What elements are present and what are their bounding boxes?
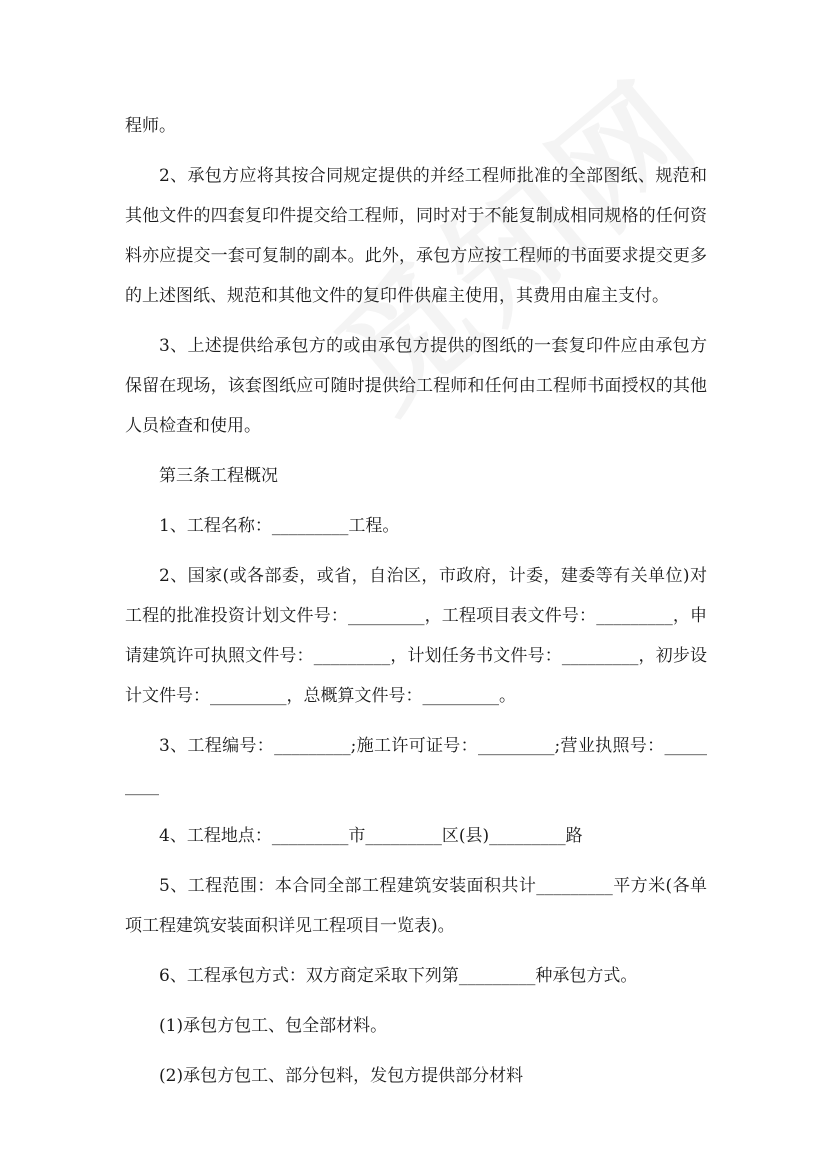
section-heading: 第三条工程概况 (159, 466, 278, 486)
paragraph-3: 3、上述提供给承包方的或由承包方提供的图纸的一套复印件应由承包方保留在现场，该套图纸应可随时提供给工程师和任何由工程师书面授权的其他人员检查和使用。 (125, 336, 707, 436)
paragraph-project-number: 3、工程编号：_________;施工许可证号：_________;营业执照号：_________ (125, 736, 707, 796)
list-item-option-1: (1)承包方包工、包全部材料。 (159, 1016, 388, 1036)
document-body (125, 106, 707, 1096)
list-item-option-2: (2)承包方包工、部分包料，发包方提供部分材料 (159, 1066, 524, 1086)
paragraph-1: 程师。 (125, 116, 176, 136)
paragraph-project-location: 4、工程地点：_________市_________区(县)_________路 (159, 826, 583, 846)
paragraph-contract-method: 6、工程承包方式：双方商定采取下列第_________种承包方式。 (159, 966, 638, 986)
paragraph-project-scope: 5、工程范围：本合同全部工程建筑安装面积共计_________平方米(各单项工程建筑安装面积详见工程项目一览表)。 (125, 876, 707, 936)
paragraph-project-name: 1、工程名称：_________工程。 (159, 516, 400, 536)
paragraph-2: 2、承包方应将其按合同规定提供的并经工程师批准的全部图纸、规范和其他文件的四套复印件提交给工程师，同时对于不能复制成相同规格的任何资料亦应提交一套可复制的副本。此外，承包方应按工程师的书面要求提交更多的上述图纸、规范和其他文件的复印件供雇主使用，其费用由雇主支付。 (125, 166, 707, 306)
paragraph-approval-docs: 2、国家(或各部委，或省，自治区，市政府，计委，建委等有关单位)对工程的批准投资计划文件号：_________，工程项目表文件号：_________，申请建筑许可执照文件号：_________，计划任务书文件号：_________，初步设计文件号：_________，总概算文件号：_________。 (125, 566, 707, 706)
